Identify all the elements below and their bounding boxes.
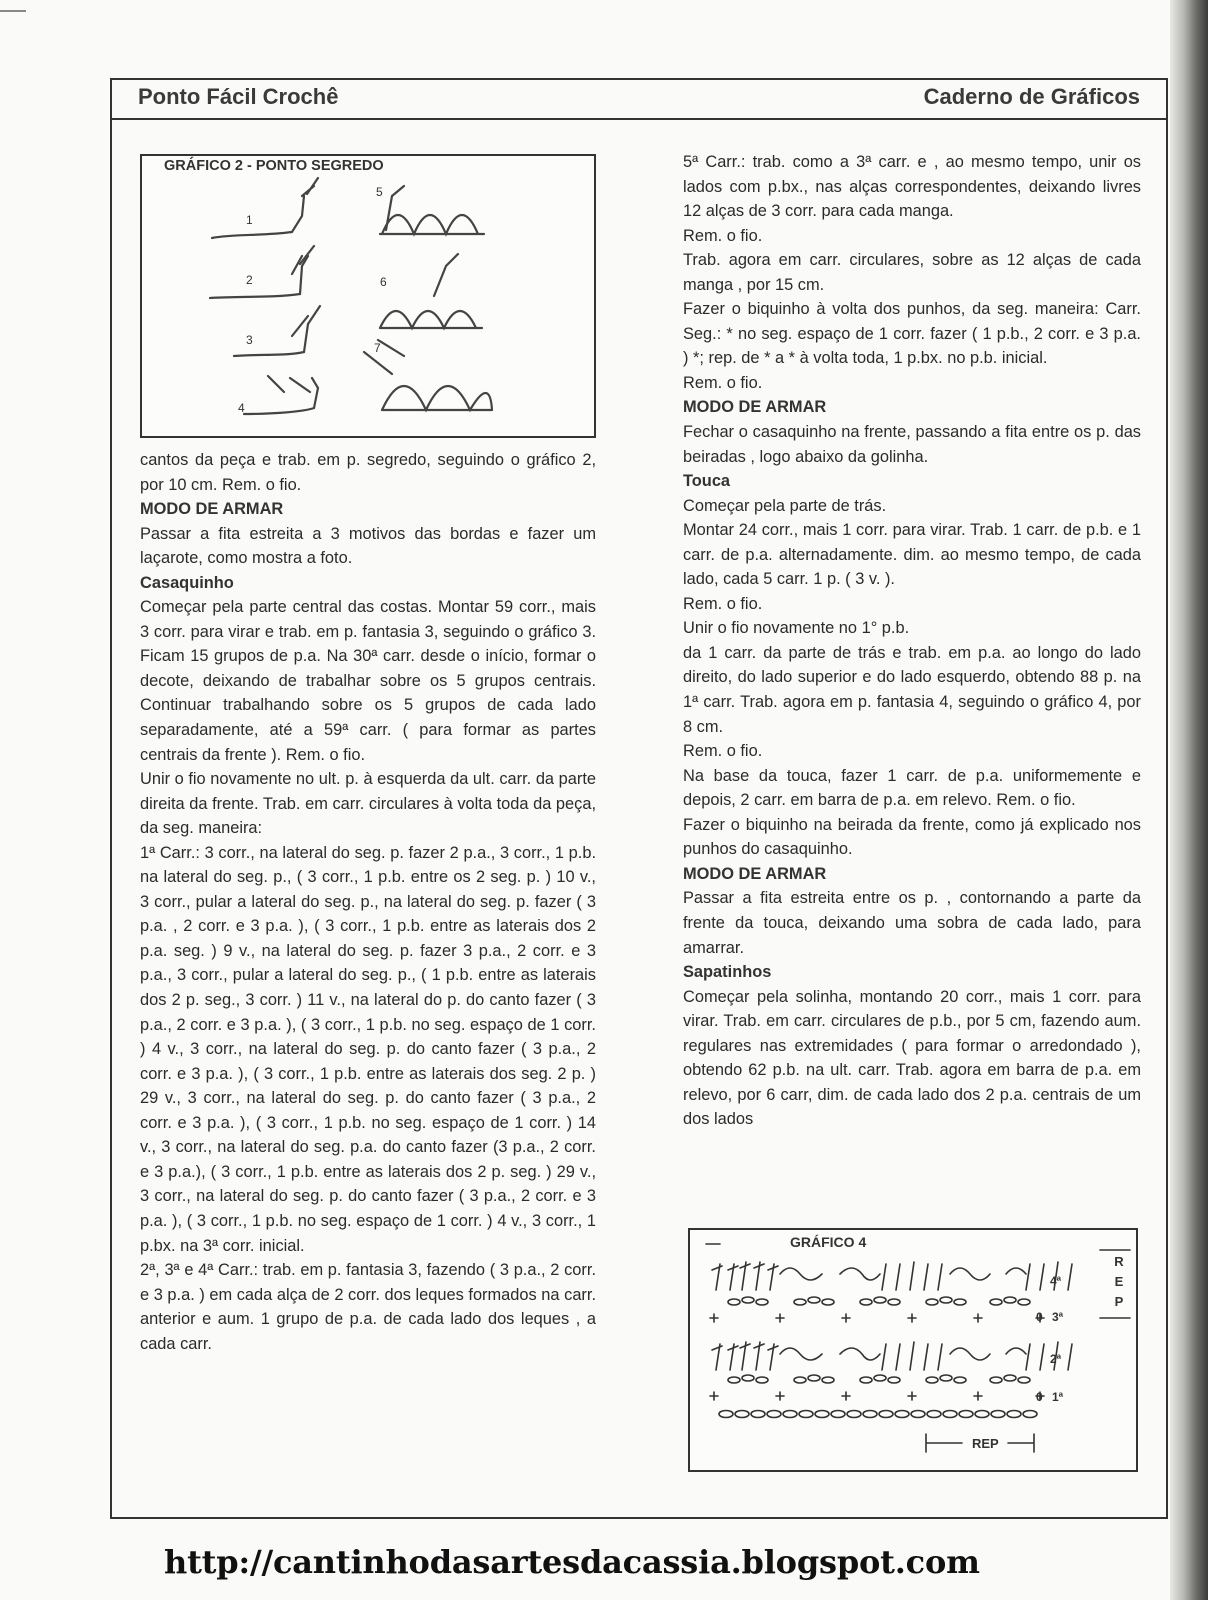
paragraph: Rem. o fio.: [683, 373, 763, 392]
paragraph: Passar a fita estreita entre os p. , contornando a parte da frente da touca, deixando uma sobra de cada lado, para amarrar.: [683, 889, 1141, 957]
section-heading: Casaquinho: [140, 573, 234, 592]
footer-blog-url[interactable]: http://cantinhodasartesdacassia.blogspot.com: [164, 1543, 980, 1581]
step-1-hook: [302, 178, 318, 196]
step-4-hook: [268, 376, 310, 392]
rep-letter: P: [1114, 1294, 1124, 1309]
paragraph: Fechar o casaquinho na frente, passando a fita entre os p. das beiradas , logo abaixo da golinha.: [683, 423, 1141, 466]
header-divider: [110, 118, 1168, 120]
rep-bottom-label: REP: [972, 1436, 999, 1451]
step-5-hook: [386, 186, 404, 230]
step-4-chain: [244, 378, 318, 414]
step-7-loops: [382, 386, 492, 410]
row-label-3: 3ª: [1052, 1310, 1064, 1324]
step-6-loops: [380, 311, 482, 328]
paragraph: Na base da touca, fazer 1 carr. de p.a. uniformemente e depois, 2 carr. em barra de p.a. em relevo. Rem. o fio.: [683, 766, 1141, 810]
row-label-1: 1ª: [1052, 1390, 1064, 1404]
section-heading: MODO DE ARMAR: [683, 398, 827, 417]
step-4-label: 4: [238, 401, 245, 415]
paragraph: Rem. o fio.: [683, 226, 763, 245]
step-2-label: 2: [246, 273, 253, 287]
paragraph: 2ª, 3ª e 4ª Carr.: trab. em p. fantasia 3, fazendo ( 3 p.a., 2 corr. e 3 p.a. ) em cada alça de 2 corr. dos leques formados na carr. anterior e aum. 1 grupo de p.a. de cada lado dos leques , a cada carr.: [140, 1261, 596, 1353]
rep-letter: R: [1114, 1254, 1124, 1269]
section-heading: Sapatinhos: [683, 963, 772, 982]
paragraph: Unir o fio novamente no ult. p. à esquerda da ult. carr. da parte direita da frente. Trab. em carr. circulares à volta toda da peça, da seg. maneira:: [140, 770, 596, 838]
right-text-column: [683, 150, 1141, 1132]
paragraph: cantos da peça e trab. em p. segredo, seguindo o gráfico 2, por 10 cm. Rem. o fio.: [140, 451, 596, 494]
paragraph: Fazer o biquinho à volta dos punhos, da seg. maneira: Carr. Seg.: * no seg. espaço de 1 corr. fazer ( 1 p.b., 2 corr. e 3 p.a. ) *; rep. de * a * à volta toda, 1 p.bx. no p.b. inicial.: [683, 300, 1141, 368]
paragraph: Unir o fio novamente no 1° p.b.: [683, 619, 910, 638]
binding-shadow: [1170, 0, 1208, 1600]
paragraph: Rem. o fio.: [683, 742, 763, 761]
paragraph: Começar pela parte de trás.: [683, 496, 887, 515]
row-label-4: 4ª: [1050, 1274, 1062, 1288]
rep-side-label: [1108, 1252, 1130, 1312]
foundation-chain: [719, 1411, 1037, 1418]
row-2-stitches: [712, 1342, 1072, 1370]
paragraph: da 1 carr. da parte de trás e trab. em p.a. ao longo do lado direito, do lado superior e do lado esquerdo, obtendo 88 p. na 1ª carr. Trab. agora em p. fantasia 4, seguindo o gráfico 4, por 8 cm.: [683, 643, 1141, 736]
paragraph: Montar 24 corr., mais 1 corr. para virar. Trab. 1 carr. de p.b. e 1 carr. de p.a. alternadamente. dim. ao mesmo tempo, de cada lado, cada 5 carr. 1 p. ( 3 v. ).: [683, 521, 1141, 589]
step-7-label: 7: [374, 341, 381, 355]
paragraph: Passar a fita estreita a 3 motivos das bordas e fazer um laçarote, como mostra a foto.: [140, 524, 596, 568]
figure-2-ponto-segredo: [140, 154, 596, 438]
paragraph: Fazer o biquinho na beirada da frente, como já explicado nos punhos do casaquinho.: [683, 815, 1141, 859]
figure-4-symbols: [690, 1230, 1136, 1470]
step-3-label: 3: [246, 333, 253, 347]
step-1-label: 1: [246, 213, 253, 227]
row-3-start-mark: 0: [1036, 1310, 1043, 1324]
row-1-stitches: [710, 1375, 1044, 1400]
step-6-label: 6: [380, 275, 387, 289]
row-label-2: 2ª: [1050, 1352, 1062, 1366]
section-title: Caderno de Gráficos: [923, 84, 1140, 109]
paragraph: Trab. agora em carr. circulares, sobre as 12 alças de cada manga , por 15 cm.: [683, 251, 1141, 294]
rep-letter: E: [1114, 1274, 1124, 1289]
paragraph: 1ª Carr.: 3 corr., na lateral do seg. p. fazer 2 p.a., 3 corr., 1 p.b. na lateral do seg. p., ( 3 corr., 1 p.b. entre os 2 seg. p. ) 10 v., 3 corr., pular a lateral do seg. p., na lateral do seg. p. fazer ( 3 p.a. , 2 corr. e 3 p.a. ), ( 3 corr., 1 p.b. entre as laterais dos 2 p.a. seg. ) 9 v., na lateral do seg. p. fazer 3 p.a., 2 corr. e 3 p.a., 3 corr., pular a lateral do seg. p., ( 1 p.b. entre as laterais dos 2 p. seg., 3 corr. ) 11 v., na lateral do p. do canto fazer ( 3 p.a., 2 corr. e 3 p.a. ), ( 3 corr., 1 p.b. no seg. espaço de 1 corr. ) 4 v., 3 corr., na lateral do seg. p. do canto fazer ( 3 p.a., 2 corr. e 3 p.a. ), ( 3 corr., 1 p.b. entre as laterais dos seg. 2 p. ) 29 v., 3 corr., na lateral do seg. p. do canto fazer ( 3 p.a., 2 corr. e 3 p.a. ), ( 3 corr., 1 p.b. no seg. espaço de 1 corr. ) 14 v., 3 corr., na lateral do seg. p.a. do canto fazer (3 p.a., 2 corr. e 3 p.a.), ( 3 corr., 1 p.b. entre as laterais dos 2 p. seg. ) 29 v., 3 corr., na lateral do seg. p. do canto fazer ( 3 p.a., 2 corr. e 3 p.a. ), ( 3 corr., 1 p.b. no seg. espaço de 1 corr. ) 4 v., 3 corr., 1 p.bx. na 3ª corr. inicial.: [140, 843, 596, 1255]
figure-4-title: GRÁFICO 4: [790, 1234, 867, 1250]
section-heading: MODO DE ARMAR: [140, 500, 284, 519]
step-5-label: 5: [376, 185, 383, 199]
step-6-hook: [434, 254, 458, 296]
step-1-chain: [212, 196, 304, 238]
figure-4-chart: [688, 1228, 1138, 1472]
paragraph: 5ª Carr.: trab. como a 3ª carr. e , ao mesmo tempo, unir os lados com p.bx., nas alças correspondentes, deixando livres 12 alças de 3 corr. para cada manga.: [683, 153, 1141, 221]
section-heading: Touca: [683, 472, 731, 491]
step-5-loops: [380, 215, 484, 234]
left-text-column: [140, 448, 596, 1356]
scan-mark: [0, 10, 26, 12]
row-4-stitches: [712, 1262, 1072, 1290]
row-1-start-mark: 0: [1036, 1390, 1043, 1404]
step-7-hook: [364, 340, 404, 374]
magazine-title: Ponto Fácil Crochê: [138, 84, 339, 109]
row-3-stitches: [710, 1297, 1044, 1322]
paragraph: Rem. o fio.: [683, 594, 763, 613]
paragraph: Começar pela parte central das costas. Montar 59 corr., mais 3 corr. para virar e trab. em p. fantasia 3, seguindo o gráfico 3. Ficam 15 grupos de p.a. Na 30ª carr. desde o início, formar o decote, deixando de trabalhar sobre os 5 grupos centrais. Continuar trabalhando sobre os 5 grupos de cada lado separadamente, até a 59ª carr. ( para formar as partes centrais da frente ). Rem. o fio.: [140, 598, 596, 764]
step-2-chain: [210, 256, 308, 298]
figure-2-title: GRÁFICO 2 - PONTO SEGREDO: [164, 158, 384, 174]
paragraph: Começar pela solinha, montando 20 corr., mais 1 corr. para virar. Trab. em carr. circulares de p.b., por 5 cm, fazendo aum. regulares nas extremidades ( para formar o arredondado ), obtendo 62 p.b. na ult. carr. Trab. agora em barra de p.a. em relevo, por 6 carr, dim. de cada lado dos 2 p.a. centrais de um dos lados: [683, 987, 1141, 1129]
step-2-hook: [292, 246, 314, 274]
page-header: [110, 78, 1168, 118]
section-heading: MODO DE ARMAR: [683, 864, 827, 883]
figure-2-illustration: [142, 156, 594, 436]
